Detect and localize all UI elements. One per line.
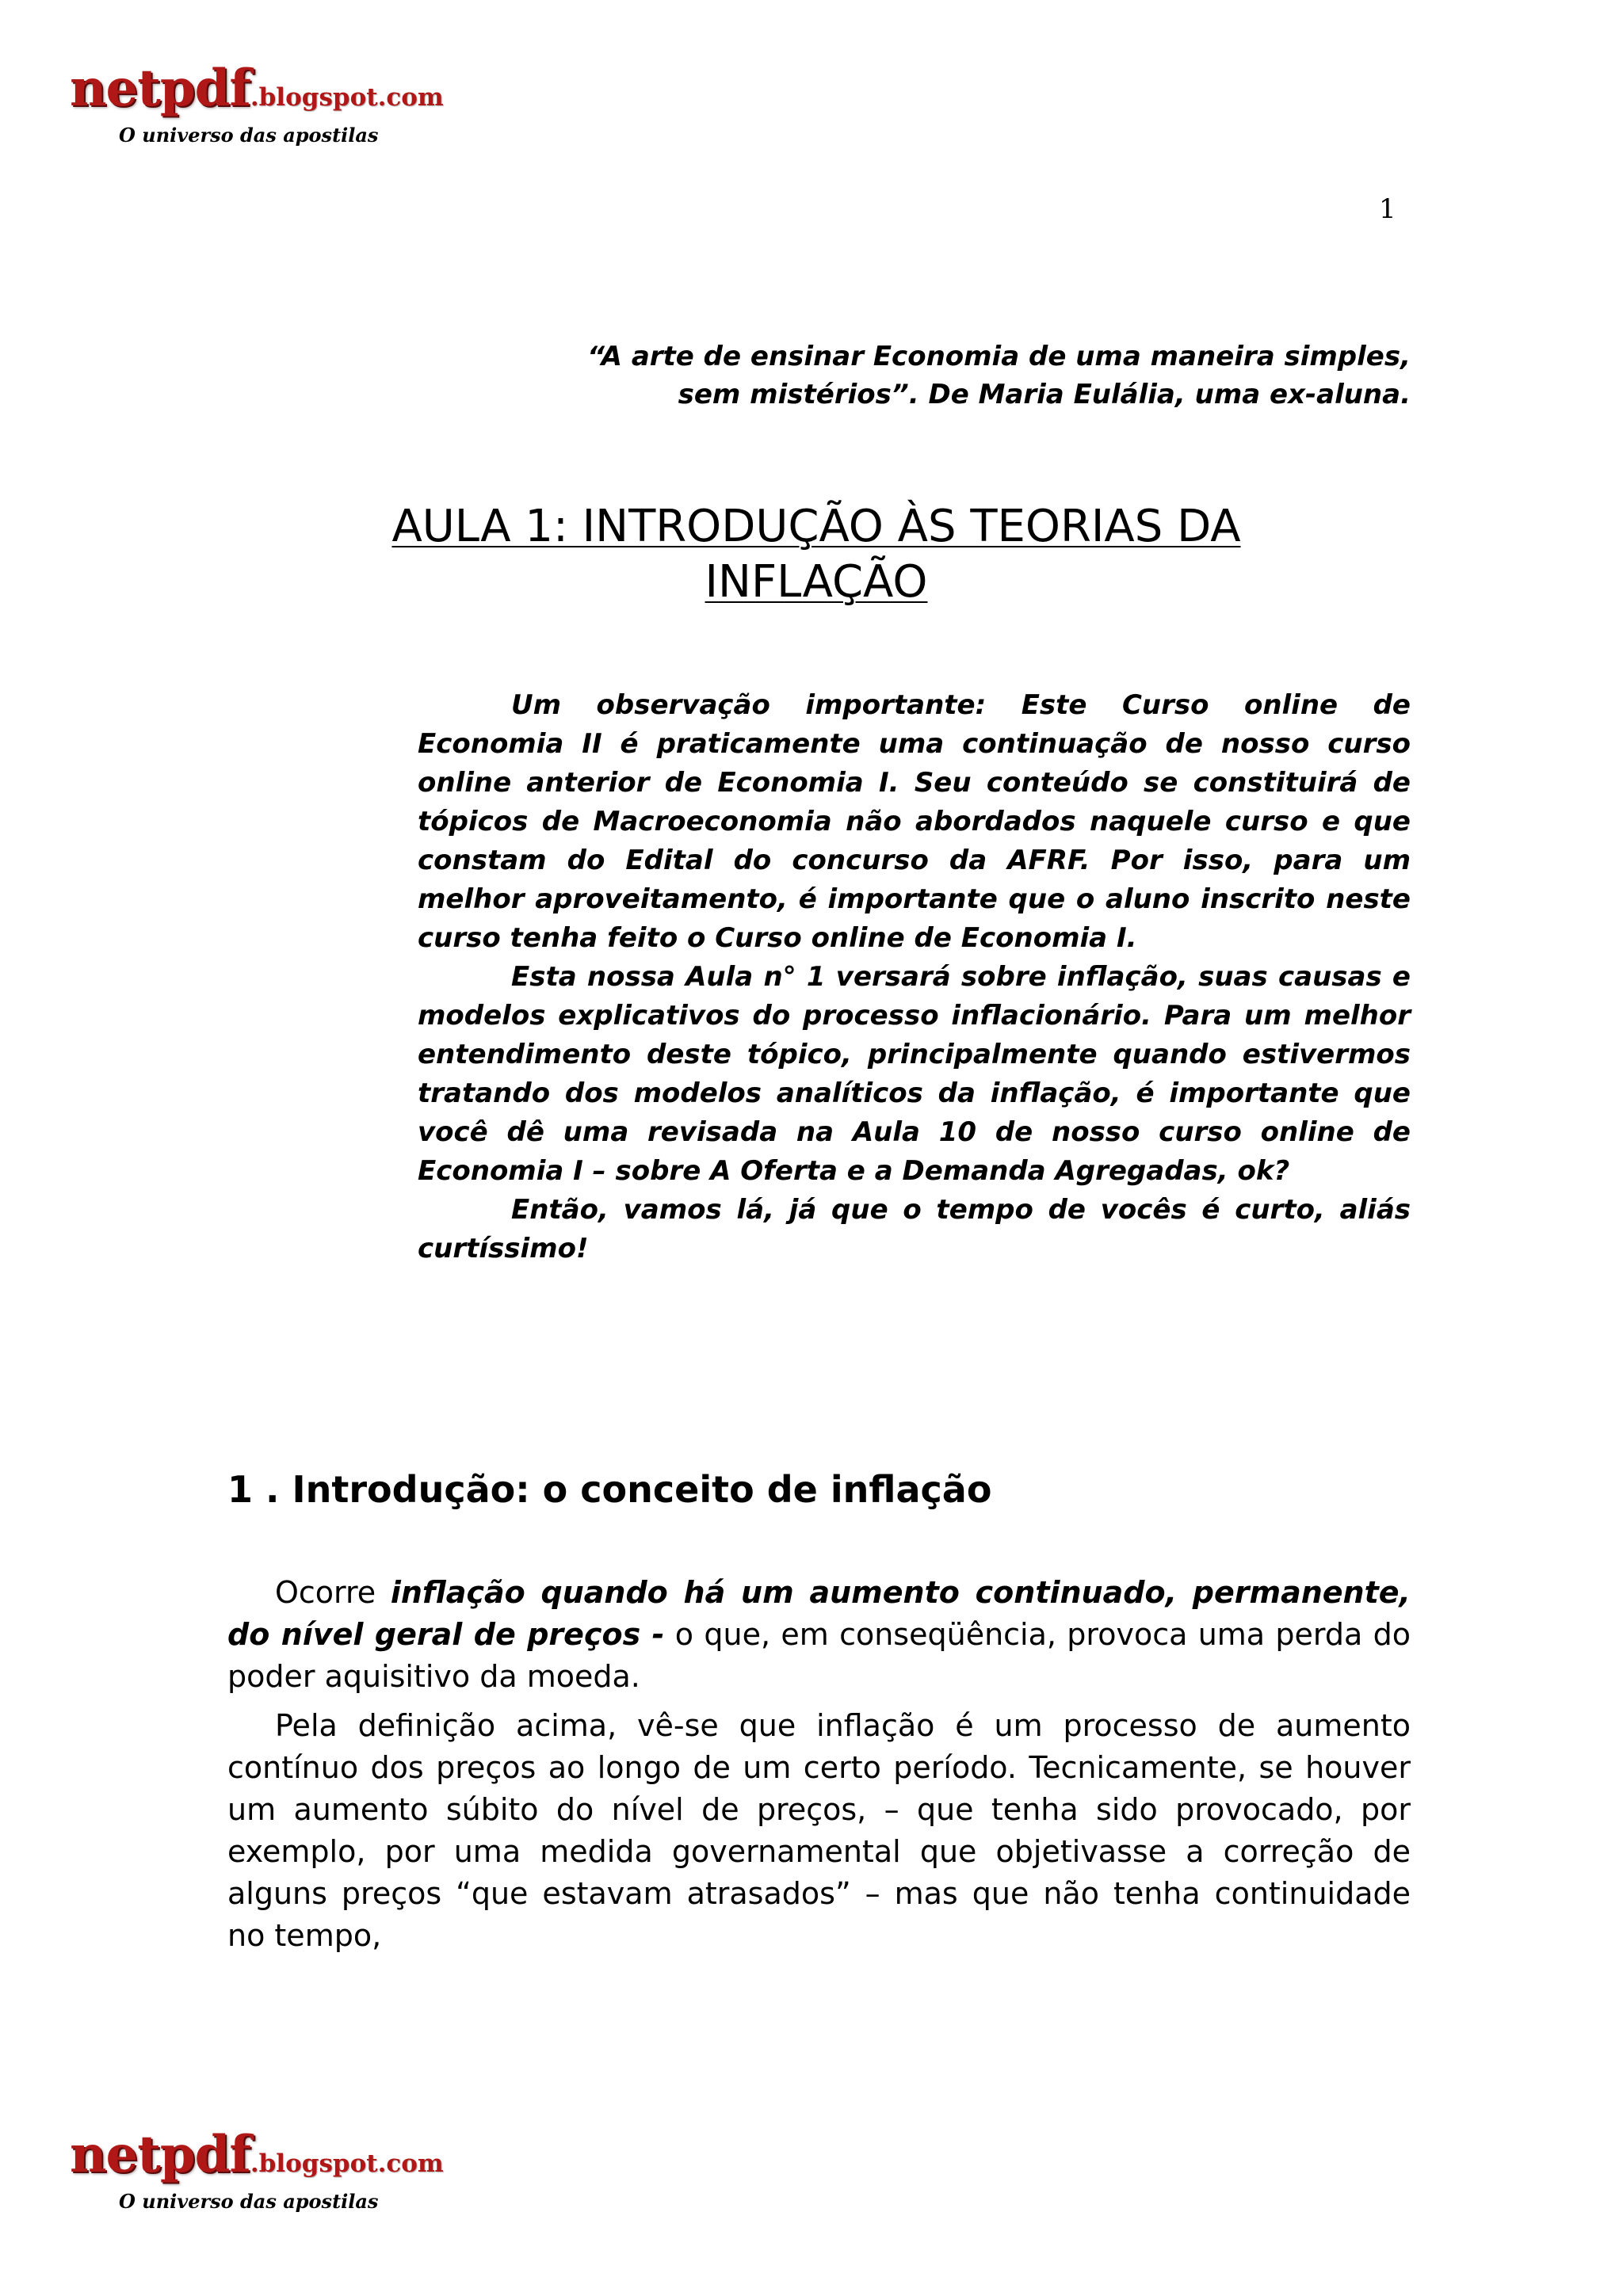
footer-logo-wordmark (70, 2125, 444, 2184)
page-title-line-1: AULA 1: INTRODUÇÃO ÀS TEORIAS DA (391, 501, 1241, 552)
footer-logo-tagline: O universo das apostilas (119, 2190, 379, 2213)
note-paragraph-2: Esta nossa Aula n° 1 versará sobre inflação, suas causas e modelos explicativos do processo inflacionário. Para um melhor entendimento deste tópico, principalmente quando estivermos tratando dos modelos analíticos da inflação, é importante que você dê uma revisada na Aula 10 de nosso curso online de Economia I – sobre A Oferta e a Demanda Agregadas, ok? (418, 961, 1411, 1187)
footer-logo (70, 2125, 444, 2213)
logo-domain: .blogspot.com (250, 83, 444, 112)
body-paragraph-1-start: Ocorre (275, 1575, 391, 1610)
section-heading: 1 . Introdução: o conceito de inflação (227, 1468, 992, 1511)
section-body (227, 1572, 1411, 1964)
page-number: 1 (1379, 193, 1396, 225)
page-title-line-2: INFLAÇÃO (705, 556, 928, 608)
epigraph-line-1: “A arte de ensinar Economia de uma maneira simples, (587, 341, 1411, 372)
footer-logo-domain: .blogspot.com (250, 2149, 444, 2178)
header-logo (70, 59, 444, 147)
epigraph (444, 338, 1411, 414)
page-title (285, 499, 1347, 610)
footer-logo-name: netpdf (70, 2125, 250, 2184)
inflation-definition: inflação quando há um aumento continuado, permanente, do nível geral de preços - (227, 1575, 1411, 1652)
logo-wordmark (70, 59, 444, 118)
note-paragraph-1: Um observação importante: Este Curso online de Economia II é praticamente uma continuação de nosso curso online anterior de Economia I. Seu conteúdo se constituirá de tópicos de Macroeconomia não abordados naquele curso e que constam do Edital do concurso da AFRF. Por isso, para um melhor aproveitamento, é importante que o aluno inscrito neste curso tenha feito o Curso online de Economia I. (418, 689, 1411, 954)
body-paragraph-2: Pela definição acima, vê-se que inflação é um processo de aumento contínuo dos preços ao longo de um certo período. Tecnicamente, se houver um aumento súbito do nível de preços, – que tenha sido provocado, por exemplo, por uma medida governamental que objetivasse a correção de alguns preços “que estavam atrasados” – mas que não tenha continuidade no tempo, (227, 1708, 1411, 1953)
logo-tagline: O universo das apostilas (119, 124, 379, 147)
note-paragraph-3: Então, vamos lá, já que o tempo de vocês é curto, aliás curtíssimo! (418, 1194, 1411, 1264)
body-paragraph-1 (227, 1572, 1411, 1698)
epigraph-line-2: sem mistérios”. De Maria Eulália, uma ex-aluna. (678, 379, 1411, 410)
body-paragraph-1-end: o que, em conseqüência, provoca uma perda do poder aquisitivo da moeda. (227, 1617, 1411, 1694)
logo-name: netpdf (70, 59, 250, 118)
important-note (418, 686, 1411, 1268)
